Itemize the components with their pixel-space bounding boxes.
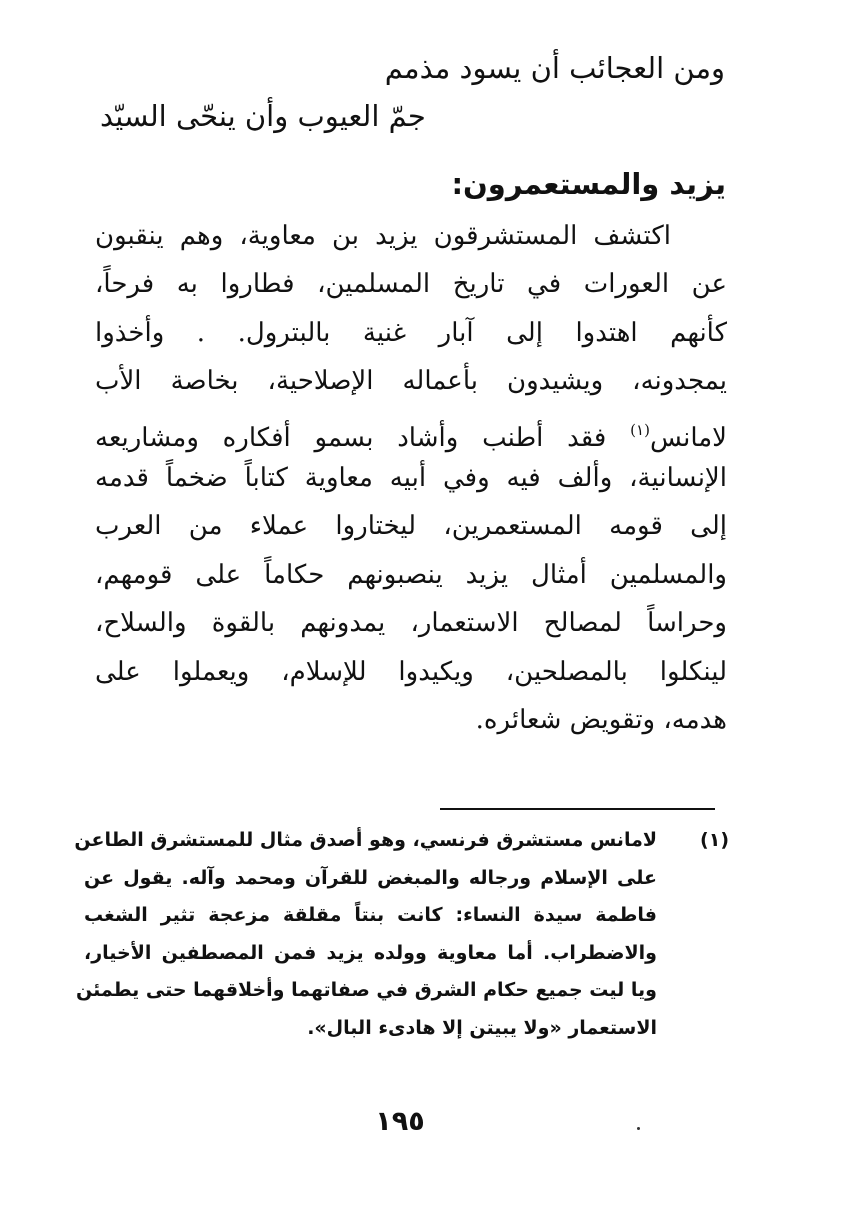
paragraph-line: والمسلمين أمثال يزيد ينصبونهم حكاماً على قومهم، — [95, 559, 727, 590]
paragraph-line: اكتشف المستشرقون يزيد بن معاوية، وهم ينقبون — [95, 221, 671, 251]
section-heading: يزيد والمستعمرون: — [451, 167, 726, 201]
footnote — [74, 822, 729, 1047]
footnote-separator — [440, 808, 715, 810]
paragraph-line-with-footnote-ref — [95, 406, 727, 454]
footnote-line: ويا ليت جميع حكام الشرق في صفاتهما وأخلاقهما حتى يطمئن — [76, 979, 657, 1001]
footnote-line: على الإسلام ورجاله والمبغض للقرآن ومحمد وآله. يقول عن — [84, 866, 657, 889]
footnote-line: فاطمة سيدة النساء: كانت بنتاً مقلقة مزعجة تثير الشغب — [84, 904, 657, 926]
paragraph-line: الإنسانية، وألف فيه وفي أبيه معاوية كتاباً ضخماً قدمه — [95, 462, 727, 493]
paragraph-line: إلى قومه المستعمرين، ليختاروا عملاء من العرب — [95, 511, 727, 542]
paragraph-line: كأنهم اهتدوا إلى آبار غنية بالبترول. . وأخذوا — [95, 317, 727, 348]
footnote-marker: (١) — [700, 829, 729, 851]
footnote-last-line: الاستعمار «ولا يبيتن إلا هادىء البال». — [307, 1016, 657, 1039]
paragraph-line: عن العورات في تاريخ المسلمين، فطاروا به فرحاً، — [95, 269, 727, 300]
paragraph-line: يمجدونه، ويشيدون بأعماله الإصلاحية، بخاصة الأب — [95, 366, 727, 397]
print-speck — [637, 1127, 640, 1130]
footnote-line: والاضطراب. أما معاوية وولده يزيد فمن المصطفين الأخيار، — [84, 941, 657, 964]
page-number: ١٩٥ — [375, 1106, 425, 1137]
footnote-line: لامانس مستشرق فرنسي، وهو أصدق مثال للمستشرق الطاعن — [74, 829, 657, 851]
main-paragraph — [95, 212, 727, 744]
paragraph-last-line: هدمه، وتقويض شعائره. — [475, 704, 727, 735]
paragraph-line: لينكلوا بالمصلحين، ويكيدوا للإسلام، ويعملوا على — [95, 656, 727, 687]
verse-line-2: جمّ العيوب وأن ينحّى السيّد — [100, 99, 426, 133]
footnote-subject: لامانس — [649, 422, 727, 453]
footnote-reference[interactable]: (١) — [630, 420, 650, 439]
verse-line-1: ومن العجائب أن يسود مذمم — [384, 51, 725, 85]
paragraph-line-rest: فقد أطنب وأشاد بسمو أفكاره ومشاريعه — [95, 422, 631, 453]
paragraph-line: وحراساً لمصالح الاستعمار، يمدونهم بالقوة والسلاح، — [95, 608, 727, 639]
